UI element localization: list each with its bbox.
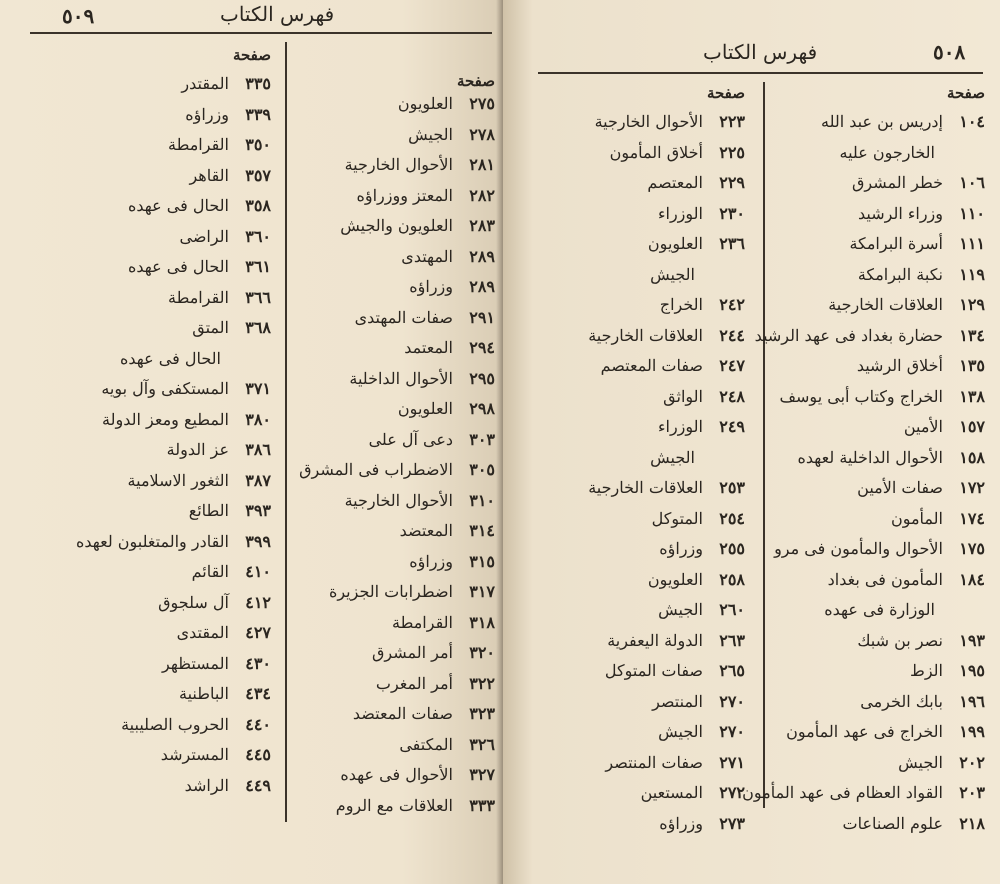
entry-title: الاضطراب فى المشرق [299, 460, 453, 479]
index-entry [828, 568, 985, 592]
page-number: ٣٦٠ [245, 226, 271, 246]
page-number: ٣٣٩ [245, 104, 271, 124]
index-entry [857, 629, 985, 653]
page-number: ١٩٣ [959, 630, 985, 650]
index-entry [658, 598, 745, 622]
index-column [295, 92, 495, 832]
index-column [41, 72, 271, 812]
entry-title: نصر بن شبك [857, 630, 943, 650]
entry-title: خطر المشرق [851, 173, 943, 192]
entry-title: صفات المنتصر [605, 752, 703, 772]
right-page-header: فهرس الكتاب [703, 40, 818, 64]
left-page-number: ٥٠٩ [62, 4, 95, 28]
page-number: ٢٥٨ [719, 569, 745, 589]
index-entry [774, 537, 985, 561]
index-entry [299, 458, 495, 482]
page-number: ٢٥٥ [719, 539, 745, 558]
page-number: ١٩٥ [959, 661, 985, 680]
entry-title: المقتدر [181, 74, 229, 93]
index-entry [340, 214, 495, 238]
entry-title: العلويون والجيش [340, 216, 453, 235]
entry-title: الأمين [903, 417, 943, 436]
entry-title: أمر المشرق [371, 643, 453, 662]
index-entry [828, 293, 985, 317]
page-number: ١٥٧ [959, 417, 985, 436]
page-number: ٢٨٩ [469, 277, 495, 296]
entry-title: الجيش [898, 752, 943, 772]
right-page [503, 0, 1000, 884]
index-entry [779, 385, 985, 409]
page-number: ١٨٤ [959, 569, 985, 589]
index-entry [910, 659, 985, 683]
page-number: ٢٧٥ [469, 94, 495, 113]
entry-title: صفات المتوكل [604, 661, 703, 680]
entry-title: وزراؤه [659, 813, 703, 833]
entry-title: الخارجون عليه [839, 142, 935, 162]
index-entry [101, 377, 271, 401]
page-number: ٣٣٣ [469, 795, 495, 815]
entry-title: وزراؤه [185, 104, 229, 124]
page-number: ٢٤٨ [719, 386, 745, 406]
page-number: ٢٢٥ [719, 142, 745, 162]
index-entry [189, 164, 271, 188]
index-entry [404, 336, 495, 360]
entry-title: الأحوال الخارجية [344, 490, 453, 510]
index-entry [660, 293, 745, 317]
entry-title: علوم الصناعات [842, 813, 943, 833]
entry-title: الخراج فى عهد المأمون [786, 722, 943, 741]
entry-title: المعتضد [399, 521, 453, 540]
index-entry [857, 354, 985, 378]
entry-title: المستظهر [162, 653, 229, 673]
index-entry [398, 397, 495, 421]
entry-title: الأحوال الداخلية [349, 368, 453, 388]
index-entry [345, 489, 495, 513]
page-number: ٤١٢ [245, 592, 271, 612]
entry-title: صفات الأمين [857, 478, 943, 497]
left-page-header: فهرس الكتاب [220, 2, 335, 26]
index-entry [595, 110, 745, 134]
page-number: ٢٤٤ [719, 325, 745, 345]
page-number: ٣٩٩ [245, 531, 271, 551]
entry-title: أسرة البرامكة [849, 234, 943, 253]
index-entry [120, 347, 271, 371]
right-page-number: ٥٠٨ [933, 40, 966, 64]
page-number: ٣٠٣ [469, 429, 495, 449]
page-number: ٢٢٩ [719, 173, 745, 192]
entry-title: صفات المعتصم [600, 356, 703, 375]
page-number: ٢٧١ [719, 752, 745, 772]
page-number: ٣١٥ [469, 551, 495, 571]
entry-title: الباطنية [179, 684, 229, 703]
page-number: ٢٧٣ [719, 813, 745, 833]
entry-title: القواد العظام فى عهد المأمون [742, 783, 943, 802]
entry-title: العلاقات الخارجية [588, 478, 703, 497]
header-rule [30, 32, 492, 34]
entry-title: إدريس بن عبد الله [820, 112, 943, 131]
page-number: ٢٦٣ [719, 630, 745, 650]
entry-title: عز الدولة [166, 440, 229, 459]
page-number: ٢٩٥ [469, 368, 495, 388]
entry-title: المنتصر [652, 691, 703, 711]
page-number: ٢٥٣ [719, 478, 745, 497]
entry-title: القرامطة [168, 135, 229, 154]
entry-title: الخراج [659, 295, 703, 314]
page-column-header: صفحة [706, 84, 745, 102]
page-number: ٢٨٣ [469, 216, 495, 235]
header-rule [538, 72, 983, 74]
page-number: ٣٢٠ [469, 643, 495, 662]
index-entry [401, 245, 495, 269]
index-entry [858, 202, 985, 226]
index-entry [128, 255, 271, 279]
page-number: ١٧٢ [959, 478, 985, 497]
entry-title: أمر المغرب [375, 673, 453, 693]
entry-title: المأمون [890, 508, 943, 528]
index-entry [840, 141, 986, 165]
page-number: ٣١٧ [469, 582, 495, 601]
index-entry [399, 733, 495, 757]
page-number: ١١٠ [959, 203, 985, 223]
page-number: ٣١٨ [469, 612, 495, 632]
index-entry [658, 415, 745, 439]
entry-title: أخلاق الرشيد [856, 356, 943, 375]
entry-title: المتوكل [651, 508, 703, 528]
index-entry [353, 702, 495, 726]
index-entry [177, 621, 271, 645]
page-number: ٢٦٥ [719, 661, 745, 680]
entry-title: العلاقات الخارجية [828, 295, 943, 314]
page-number: ٢٢٣ [719, 112, 745, 131]
entry-title: الحال فى عهده [127, 196, 229, 215]
index-entry [652, 690, 745, 714]
page-number: ١٢٩ [959, 295, 985, 314]
index-entry [860, 690, 985, 714]
index-entry [192, 316, 271, 340]
entry-title: اضطرابات الجزيرة [328, 582, 453, 601]
page-number: ٤٤٥ [245, 745, 271, 764]
page-number: ٣٢٣ [469, 704, 495, 723]
index-entry [162, 652, 271, 676]
entry-title: العلويون [647, 234, 703, 253]
index-entry [857, 476, 985, 500]
entry-title: الجيش [658, 722, 703, 741]
index-entry [650, 446, 745, 470]
entry-title: المعتز ووزراؤه [356, 185, 453, 205]
entry-title: الطائع [188, 501, 229, 520]
entry-title: الأحوال فى عهده [340, 765, 453, 784]
page-number: ٢٣٦ [719, 234, 745, 253]
page-number: ٣٠٥ [469, 460, 495, 479]
page-number: ٤٤٠ [245, 714, 271, 734]
index-entry [647, 171, 745, 195]
index-entry [408, 123, 495, 147]
page-number: ٢٤٩ [719, 417, 745, 436]
entry-title: نكبة البرامكة [857, 264, 943, 284]
entry-title: المعتمد [404, 338, 453, 357]
entry-title: الحروب الصليبية [121, 714, 229, 734]
entry-title: آل سلجوق [158, 592, 229, 612]
entry-title: الحال فى عهده [119, 348, 221, 368]
index-entry [185, 103, 271, 127]
index-entry [189, 499, 271, 523]
index-entry [904, 415, 985, 439]
page-number: ٢٩١ [469, 307, 495, 327]
page-number: ٢٨٢ [469, 185, 495, 205]
entry-title: الأحوال والمأمون فى مرو [774, 539, 943, 558]
index-entry [121, 713, 271, 737]
index-entry [849, 232, 985, 256]
index-entry [742, 781, 985, 805]
page-number: ٢٤٢ [719, 295, 745, 314]
index-entry [798, 446, 985, 470]
entry-title: دعى آل على [368, 429, 453, 449]
page-column-header: صفحة [946, 84, 985, 102]
index-entry [658, 720, 745, 744]
entry-title: الجيش [408, 124, 453, 144]
entry-title: بابك الخرمى [860, 691, 943, 711]
entry-title: الراشد [184, 775, 229, 795]
index-entry [588, 476, 745, 500]
entry-title: الزط [910, 661, 943, 680]
entry-title: حضارة بغداد فى عهد الرشيد [754, 325, 943, 345]
index-entry [376, 672, 495, 696]
page-number: ٣٦٦ [245, 287, 271, 307]
index-entry [158, 591, 271, 615]
entry-title: صفات المعتضد [352, 704, 453, 723]
page-number: ٣٥٠ [245, 135, 271, 154]
index-entry [663, 385, 745, 409]
page-number: ٤٢٧ [245, 623, 271, 642]
page-number: ٣٧١ [245, 379, 271, 398]
index-entry [755, 324, 985, 348]
entry-title: أخلاق المأمون [609, 142, 703, 162]
page-number: ٣٦٨ [245, 318, 271, 337]
entry-title: وزراؤه [659, 539, 703, 558]
index-entry [650, 263, 745, 287]
page-number: ٤١٠ [245, 562, 271, 581]
page-number: ٣٦١ [245, 257, 271, 276]
entry-title: الوزراء [657, 417, 703, 436]
entry-title: المكتفى [399, 734, 453, 754]
entry-title: المطيع ومعز الدولة [102, 409, 229, 429]
page-column-header: صفحة [232, 46, 271, 64]
index-entry [400, 519, 495, 543]
entry-title: الجيش [650, 264, 695, 284]
entry-title: القاهر [189, 165, 229, 185]
index-entry [605, 751, 745, 775]
entry-title: الأحوال الخارجية [594, 112, 703, 131]
entry-title: الواثق [663, 386, 703, 406]
entry-title: المهتدى [401, 246, 453, 266]
index-entry [891, 507, 985, 531]
entry-title: العلويون [647, 569, 703, 589]
page-number: ٤٣٠ [245, 653, 271, 673]
entry-title: الثغور الاسلامية [127, 470, 229, 490]
entry-title: الخراج وكتاب أبى يوسف [779, 386, 943, 406]
index-entry [336, 794, 495, 818]
entry-title: المستكفى وآل بويه [101, 379, 229, 398]
page-number: ٢٤٧ [719, 356, 745, 375]
page-number: ٣٢٧ [469, 765, 495, 784]
entry-title: المقتدى [176, 623, 229, 642]
index-entry [858, 263, 985, 287]
entry-title: وزراؤه [409, 277, 453, 296]
index-entry [102, 408, 271, 432]
page-number: ٢٩٤ [469, 338, 495, 357]
page-number: ١٥٨ [959, 447, 985, 467]
page-number: ٤٣٤ [245, 684, 271, 703]
index-entry [652, 507, 745, 531]
index-entry [392, 611, 495, 635]
index-entry [658, 202, 745, 226]
entry-title: وزراؤه [409, 551, 453, 571]
page-number: ٣٥٨ [245, 196, 271, 215]
index-entry [179, 225, 271, 249]
entry-title: المعتصم [647, 173, 703, 192]
entry-title: المسترشد [160, 745, 229, 764]
index-entry [398, 92, 495, 116]
entry-title: المستعين [640, 783, 703, 802]
index-entry [179, 682, 271, 706]
page-number: ٢٧٠ [719, 691, 745, 711]
index-entry [659, 812, 745, 836]
page-number: ٢٠٣ [959, 783, 985, 802]
index-entry [192, 560, 271, 584]
page-number: ٣٣٥ [245, 74, 271, 93]
index-entry [168, 286, 271, 310]
entry-title: العلاقات مع الروم [335, 795, 453, 815]
entry-title: القائم [191, 562, 229, 581]
page-number: ٣٩٣ [245, 501, 271, 520]
page-number: ٣٢٢ [469, 673, 495, 693]
index-column [742, 110, 985, 833]
index-entry [355, 306, 495, 330]
index-column [535, 110, 745, 833]
page-number: ٢٨١ [469, 155, 495, 174]
page-number: ٢٥٤ [719, 508, 745, 528]
index-entry [601, 354, 745, 378]
index-entry [345, 153, 495, 177]
page-number: ١٠٦ [959, 173, 985, 192]
index-entry [181, 72, 271, 96]
index-entry [357, 184, 496, 208]
page-number: ١٩٩ [959, 722, 985, 741]
entry-title: العلويون [397, 399, 453, 418]
page-number: ٢٧٢ [719, 783, 745, 802]
entry-title: الوزارة فى عهده [824, 600, 935, 619]
index-entry [340, 763, 495, 787]
index-entry [349, 367, 495, 391]
page-number: ٣٨٦ [245, 440, 271, 459]
entry-title: القرامطة [392, 612, 453, 632]
index-entry [588, 324, 745, 348]
page-number: ١٠٤ [959, 112, 985, 131]
index-entry [648, 568, 745, 592]
entry-title: صفات المهتدى [354, 307, 453, 327]
page-number: ٢٨٩ [469, 246, 495, 266]
index-entry [898, 751, 985, 775]
page-number: ٢٠٢ [959, 752, 985, 772]
entry-title: العلويون [397, 94, 453, 113]
page-number: ١٩٦ [959, 691, 985, 711]
entry-title: الجيش [650, 447, 695, 467]
column-divider [285, 42, 287, 822]
entry-title: العلاقات الخارجية [588, 325, 703, 345]
entry-title: الأحوال الخارجية [344, 155, 453, 174]
index-entry [659, 537, 745, 561]
page-number: ٤٤٩ [245, 775, 271, 795]
page-number: ١٧٥ [959, 539, 985, 558]
index-entry [824, 598, 985, 622]
page-number: ٢٩٨ [469, 399, 495, 418]
entry-title: القادر والمتغلبون لعهده [75, 531, 229, 551]
entry-title: الحال فى عهده [127, 257, 229, 276]
index-entry [641, 781, 745, 805]
index-entry [843, 812, 985, 836]
entry-title: الدولة اليعفرية [607, 630, 703, 650]
index-entry [786, 720, 985, 744]
entry-title: المأمون فى بغداد [827, 569, 943, 589]
page-number: ٣١٠ [469, 490, 495, 510]
entry-title: الجيش [658, 600, 703, 619]
index-entry [605, 659, 745, 683]
index-entry [161, 743, 271, 767]
entry-title: الراضى [179, 226, 229, 246]
entry-title: القرامطة [168, 287, 229, 307]
index-entry [167, 438, 271, 462]
page-column-header: صفحة [456, 72, 495, 90]
index-entry [648, 232, 745, 256]
page-number: ٢٦٠ [719, 600, 745, 619]
index-entry [76, 530, 271, 554]
page-number: ١٣٨ [959, 386, 985, 406]
page-number: ٣٨٠ [245, 409, 271, 429]
page-number: ١١٩ [959, 264, 985, 284]
index-entry [369, 428, 495, 452]
page-number: ٢٧٨ [469, 124, 495, 144]
entry-title: المتق [192, 318, 229, 337]
entry-title: الأحوال الداخلية لعهده [797, 447, 943, 467]
index-entry [610, 141, 745, 165]
page-number: ٢٣٠ [719, 203, 745, 223]
index-entry [821, 110, 985, 134]
page-number: ٢١٨ [959, 813, 985, 833]
page-number: ٢٧٠ [719, 722, 745, 741]
page-number: ١٣٥ [959, 356, 985, 375]
index-entry [409, 550, 495, 574]
page-number: ٣٥٧ [245, 165, 271, 185]
page-number: ١٧٤ [959, 508, 985, 528]
index-entry [409, 275, 495, 299]
page-number: ٣٨٧ [245, 470, 271, 490]
index-entry [372, 641, 495, 665]
entry-title: الوزراء [657, 203, 703, 223]
page-number: ٣١٤ [469, 521, 495, 540]
page-number: ٣٢٦ [469, 734, 495, 754]
entry-title: وزراء الرشيد [857, 203, 943, 223]
index-entry [607, 629, 745, 653]
index-entry [329, 580, 495, 604]
index-entry [185, 774, 271, 798]
page-number: ١١١ [959, 234, 985, 253]
index-entry [852, 171, 985, 195]
page-number: ١٣٤ [959, 325, 985, 345]
index-entry [168, 133, 271, 157]
index-entry [128, 469, 271, 493]
index-entry [128, 194, 271, 218]
